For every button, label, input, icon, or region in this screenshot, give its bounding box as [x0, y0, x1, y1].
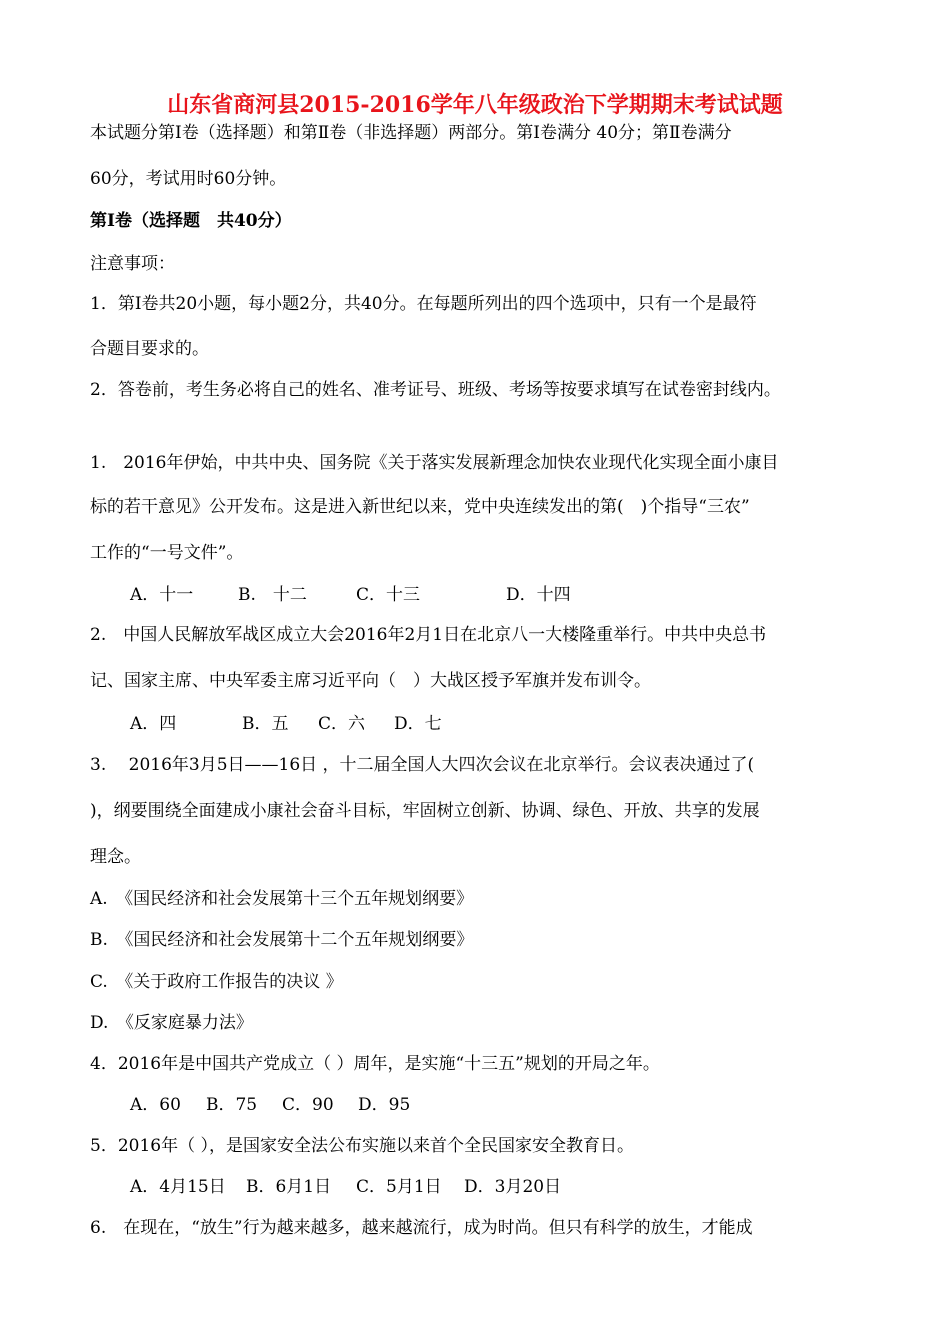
question-5-options	[130, 1176, 561, 1198]
question-3-line-1: 3. 2016年3月5日——16日 ，十二届全国人大四次会议在北京举行。会议表决通过了(	[90, 755, 755, 775]
section-heading: 第Ⅰ卷（选择题 共40分）	[90, 211, 292, 231]
question-1-line-2: 标的若干意见》公开发布。这是进入新世纪以来，党中央连续发出的第( )个指导“三农”	[90, 497, 750, 517]
option-b: B．6月1日	[246, 1177, 332, 1197]
option-a: A．四	[130, 714, 177, 734]
option-d: D．七	[394, 714, 442, 734]
option-d: D．十四	[506, 585, 571, 605]
option-c: C．六	[318, 714, 366, 734]
question-3-line-2: )，纲要围绕全面建成小康社会奋斗目标，牢固树立创新、协调、绿色、开放、共享的发展	[90, 801, 760, 821]
question-6-line-1: 6. 在现在，“放生”行为越来越多，越来越流行，成为时尚。但只有科学的放生，才能成	[90, 1218, 753, 1238]
question-1-line-3: 工作的“一号文件”。	[90, 543, 244, 563]
intro-line-1: 本试题分第Ⅰ卷（选择题）和第Ⅱ卷（非选择题）两部分。第Ⅰ卷满分 40分；第Ⅱ卷满分	[90, 123, 732, 143]
question-3-option-b: B. 《国民经济和社会发展第十二个五年规划纲要》	[90, 930, 474, 950]
option-a: A．十一	[130, 585, 194, 605]
question-4-line-1: 4．2016年是中国共产党成立（ ）周年，是实施“十三五”规划的开局之年。	[90, 1054, 660, 1074]
question-2-line-1: 2. 中国人民解放军战区成立大会2016年2月1日在北京八一大楼隆重举行。中共中央总书	[90, 625, 767, 645]
option-d: D．95	[358, 1095, 411, 1115]
option-c: C．十三	[356, 585, 421, 605]
option-a: A．60	[130, 1095, 181, 1115]
question-2-options	[130, 713, 442, 735]
option-b: B．五	[242, 714, 289, 734]
note-1-line-1: 1．第Ⅰ卷共20小题，每小题2分，共40分。在每题所列出的四个选项中，只有一个是最符	[90, 294, 757, 314]
question-1-options	[130, 584, 571, 606]
question-1-line-1: 1. 2016年伊始，中共中央、国务院《关于落实发展新理念加快农业现代化实现全面小康目	[90, 453, 779, 473]
question-3-option-a: A. 《国民经济和社会发展第十三个五年规划纲要》	[90, 889, 474, 909]
note-1-line-2: 合题目要求的。	[90, 339, 209, 359]
option-c: C．90	[282, 1095, 334, 1115]
option-a: A．4月15日	[130, 1177, 226, 1197]
question-3-option-d: D. 《反家庭暴力法》	[90, 1013, 253, 1033]
question-5-line-1: 5．2016年（ ），是国家安全法公布实施以来首个全民国家安全教育日。	[90, 1136, 634, 1156]
question-4-options	[130, 1094, 410, 1116]
option-b: B. 十二	[238, 585, 307, 605]
option-d: D．3月20日	[464, 1177, 562, 1197]
intro-line-2: 60分，考试用时60分钟。	[90, 169, 287, 189]
note-2: 2．答卷前，考生务必将自己的姓名、准考证号、班级、考场等按要求填写在试卷密封线内。	[90, 380, 781, 400]
notice-label: 注意事项：	[90, 254, 175, 274]
page-title: 山东省商河县2015-2016学年八年级政治下学期期末考试试题	[167, 92, 783, 118]
option-b: B．75	[206, 1095, 258, 1115]
question-3-line-3: 理念。	[90, 847, 141, 867]
question-2-line-2: 记、国家主席、中央军委主席习近平向（ ）大战区授予军旗并发布训令。	[90, 671, 651, 691]
option-c: C．5月1日	[356, 1177, 442, 1197]
question-3-option-c: C. 《关于政府工作报告的决议 》	[90, 972, 343, 992]
